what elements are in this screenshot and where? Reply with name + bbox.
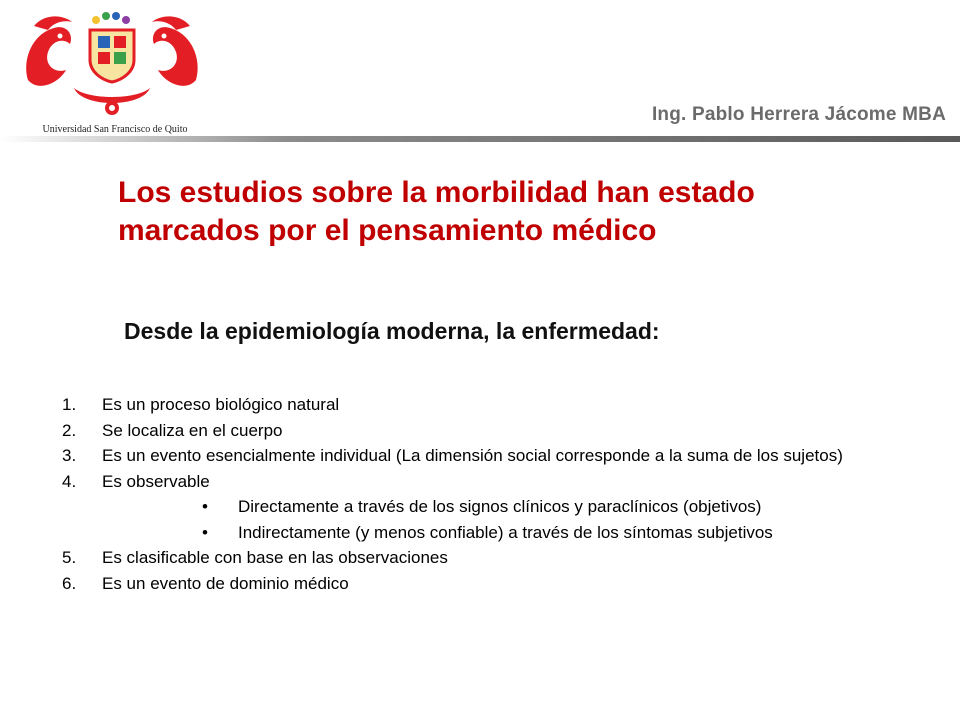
list-item-text: Es un proceso biológico natural: [102, 395, 340, 414]
bulleted-sublist: [102, 494, 922, 545]
list-number: 2.: [62, 420, 77, 440]
list-number: 1.: [62, 395, 77, 414]
list-number: 5.: [62, 548, 77, 567]
university-crest-icon: [14, 8, 210, 126]
list-item-text: Es clasificable con base en las observaciones: [102, 548, 448, 567]
list-item-text: Es un evento esencialmente individual (La dimensión social corresponde a la suma de los sujetos): [102, 446, 843, 465]
bullet-icon: •: [202, 497, 208, 516]
numbered-list: [62, 392, 922, 596]
list-item: [62, 443, 922, 469]
list-item: [62, 418, 922, 444]
sublist-item-text: Directamente a través de los signos clínicos y paraclínicos (objetivos): [238, 497, 762, 516]
university-logo: [14, 8, 210, 136]
author-name: Ing. Pablo Herrera Jácome MBA: [651, 104, 946, 125]
slide-subtitle: Desde la epidemiología moderna, la enfermedad:: [124, 318, 660, 344]
list-number: 6.: [62, 573, 77, 593]
sublist-item: [102, 494, 922, 520]
list-item-text: Es un evento de dominio médico: [102, 573, 349, 593]
list-item-text: Se localiza en el cuerpo: [102, 420, 283, 440]
list-item-text: Es observable: [102, 471, 210, 491]
slide-title: Los estudios sobre la morbilidad han estado marcados por el pensamiento médico: [118, 176, 755, 247]
list-item: [62, 545, 922, 571]
list-number: 3.: [62, 446, 77, 465]
list-item: [62, 469, 922, 546]
sublist-item: [102, 520, 922, 546]
header-divider: [0, 136, 960, 142]
list-item: [62, 392, 922, 418]
bullet-icon: •: [202, 522, 208, 542]
list-item: [62, 571, 922, 597]
sublist-item-text: Indirectamente (y menos confiable) a través de los síntomas subjetivos: [238, 522, 773, 542]
list-number: 4.: [62, 471, 77, 491]
university-name: Universidad San Francisco de Quito: [42, 124, 188, 135]
